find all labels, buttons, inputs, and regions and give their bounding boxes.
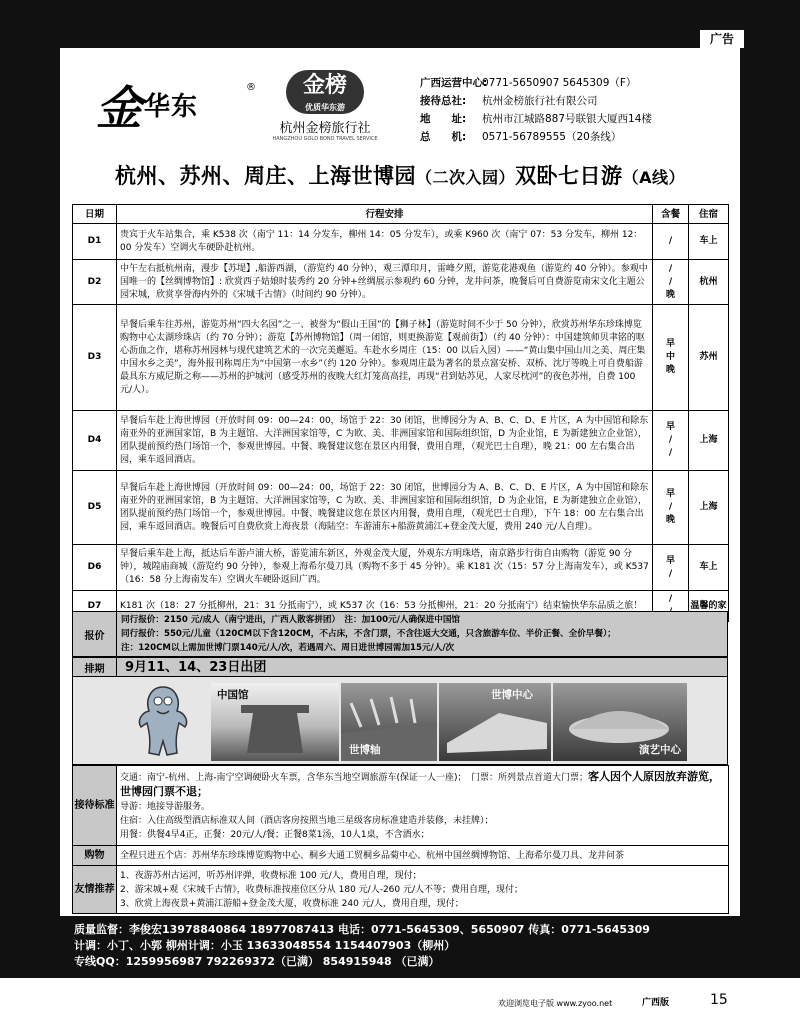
header [60, 48, 740, 156]
plan-cell: 贵宾于火车站集合，乘 K538 次（南宁 11：14 分发车，柳州 14：05 分发车），或乘 K960 次（南宁 07：53 分发车，柳州 12：00 分发车）空调火车硬卧赴杭州。 [117, 224, 653, 260]
tip-line: 2、游宋城+观《宋城千古情》，收费标准按座位区分从 180 元/人-260 元/人不等；费用自理，现付； [120, 884, 524, 895]
photo-performance-center [553, 683, 687, 761]
footer-line: 质量监督：李俊宏13978840864 18977087413 电话：0771-5645309、5650907 传真：0771-5645309 [74, 923, 650, 936]
contact-value: 0571-56789555（20条线） [482, 131, 622, 143]
jinbang-name: 杭州金榜旅行社 [279, 121, 371, 136]
website-url: 欢迎浏览电子版 www.zyoo.net [498, 999, 613, 1008]
meal-cell: 早 中 晚 [653, 305, 689, 411]
day-cell: D3 [73, 305, 117, 411]
shopping-label: 购物 [73, 846, 117, 866]
plan-cell: K181 次（18：27 分抵柳州，21：31 分抵南宁），或 K537 次（16：53 分抵柳州，21：20 分抵南宁）结束愉快华东品质之旅！ [117, 591, 653, 622]
haibao-mascot-icon [131, 683, 195, 763]
tour-title-main: 杭州、苏州、周庄、上海世博园 [115, 164, 417, 188]
photo-expo-axis [341, 683, 437, 761]
plan-cell: 中午左右抵杭州南，漫步【苏堤】,船游西湖，（游览约 40 分钟），观三潭印月，雷峰夕照，游览花港观鱼（游览约 40 分钟）。参观中国唯一的【丝绸博物馆】: 欣赏西子姑娘时装秀约 20 分钟+丝绸展示参观约 60 分钟，龙井问茶，晚餐后可自费游览南宋文化主题公园宋城，欣赏享誉海内外的《宋城千古情》（时间约 90 分钟）。 [117, 260, 653, 305]
stay-cell: 温馨的家 [689, 591, 729, 622]
jinbang-seal [286, 70, 364, 114]
stay-cell: 杭州 [689, 260, 729, 305]
page-bottom [0, 978, 800, 1022]
stay-cell: 上海 [689, 411, 729, 471]
price-lines [121, 613, 616, 655]
registered-mark: ® [246, 82, 256, 93]
tour-title [60, 156, 740, 196]
footer-line: 专线QQ：1259956987 792269372（已满） 854915948 （已满） [74, 955, 440, 968]
header-day: 日期 [73, 205, 117, 224]
table-row [73, 471, 729, 545]
stay-cell: 苏州 [689, 305, 729, 411]
header-plan: 行程安排 [117, 205, 653, 224]
contact-value: 杭州金榜旅行社有限公司 [482, 95, 598, 107]
contact-label: 广西运营中心: [420, 77, 488, 89]
day-cell: D1 [73, 224, 117, 260]
plan-cell: 早餐后乘车赴上海，抵达后车游卢浦大桥，游览浦东新区，外观金茂大厦，外观东方明珠塔，南京路步行街自由购物（游览 90 分钟），城隍庙商城（游览约 90 分钟），参观上海希尔曼刀具（购物不多于 45 分钟）。乘 K181 次（15：57 分上海南发车），或 K537（16：58 分上海南发车）空调火车硬卧返回广西。 [117, 545, 653, 591]
jinhuadong-logo-text: 华东 [144, 92, 199, 122]
day-cell: D5 [73, 471, 117, 545]
photo-expo-center [439, 683, 551, 761]
table-row [73, 260, 729, 305]
standard-content [117, 766, 729, 846]
day-cell: D6 [73, 545, 117, 591]
meal-cell: / [653, 591, 689, 622]
day-cell: D4 [73, 411, 117, 471]
photo-caption: 中国馆 [217, 689, 249, 701]
table-row [73, 305, 729, 411]
jinbang-english-name: HANGZHOU GOLD BOND TRAVEL SERVICE [272, 136, 378, 142]
ad-label: 广告 [700, 30, 744, 48]
stay-cell: 车上 [689, 545, 729, 591]
contact-label: 总 机: [420, 131, 467, 143]
meal-cell: 早 / / [653, 411, 689, 471]
standard-text: 交通：南宁-杭州、上海-南宁空调硬卧火车票，含华东当地空调旅游车(保证一人一座)； 门票：所列景点首道大门票； [120, 772, 589, 783]
meal-cell: 早 / [653, 545, 689, 591]
table-row [73, 545, 729, 591]
itinerary-table [72, 204, 729, 622]
schedule-label: 排期 [73, 658, 117, 676]
day-cell: D2 [73, 260, 117, 305]
standard-label: 接待标准 [73, 766, 117, 846]
photo-caption: 演艺中心 [639, 744, 681, 756]
tour-title-mid: 双卧七日游 [515, 164, 623, 188]
table-row [73, 766, 729, 846]
standard-bold: 客人因个人原因放弃游览，世博园门票不退； [120, 769, 721, 798]
meal-cell: 早 / 晚 [653, 471, 689, 545]
jinhuadong-logo [96, 72, 266, 136]
contact-label: 地 址: [420, 113, 467, 125]
notes-table [72, 765, 729, 914]
contact-info [420, 74, 652, 146]
photo-china-pavilion [211, 683, 339, 761]
header-stay: 住宿 [689, 205, 729, 224]
price-line: 注：120CM以上需加世博门票140元/人/次，若遇周六、周日进世博园需加15元/人/次 [121, 643, 455, 653]
tour-title-paren2: （A线） [622, 168, 685, 187]
tips-label: 友情推荐 [73, 866, 117, 914]
plan-cell: 早餐后车赴上海世博园（开放时间 09：00—24：00，场馆于 22：30 闭馆，世博园分为 A、B、C、D、E 片区，A 为中国馆和除东南亚外的亚洲国家馆，B 为主题馆、大洋洲国家馆等，C 为欧、美、非洲国家馆和国际组织馆，D 为企业馆，E 为新建独立企业馆），团队提前预约热门场馆一个，参观世博园。中餐、晚餐建议您在景区内用餐，费用自理，（观光巴士自理），下午 18：00 左右集合出园，乘车返回酒店。晚餐后可自费欣赏上海夜景（海陆空：车游浦东+船游黄浦江+登金茂大厦，费用 240 元/人自理）。 [117, 471, 653, 545]
day-cell: D7 [73, 591, 117, 622]
plan-cell: 早餐后乘车往苏州，游览苏州“四大名园”之一、被誉为“假山王国”的【狮子林】（游览时间不少于 50 分钟），欣赏苏州华东珍珠博览购物中心太湖珍珠店（约 70 分钟）；游览【苏州博物馆】（周一闭馆，则更换游览【观前街】）（约 40 分钟）：中国建筑师贝聿铭的呕心沥血之作，堪称苏州园林与现代建筑艺术的一次完美邂逅。车赴水乡周庄（15：00 以后入园）——“黄山集中国山川之美、周庄集中国水乡之美”，海外报刊称周庄为“中国第一水乡”（约 120 分钟）。参观周庄最为著名的景点富安桥、双桥、沈厅等晚上可自费船游最具东方威尼斯之称——苏州的护城河（感受苏州的夜晚大红灯笼高高挂，再现“君到姑苏见，人家尽枕河”的夜色苏州，自费 100 元/人）。 [117, 305, 653, 411]
footer-contacts [60, 916, 740, 978]
meal-cell: / / 晚 [653, 260, 689, 305]
stay-cell: 车上 [689, 224, 729, 260]
ad-sheet [60, 48, 740, 916]
meal-cell: / [653, 224, 689, 260]
photo-caption: 世博中心 [491, 689, 533, 701]
contact-row [420, 110, 652, 128]
jinhuadong-logo-mark: 金 [96, 81, 142, 135]
schedule-dates: 9月11、14、23日出团 [125, 660, 267, 675]
plan-cell: 早餐后车赴上海世博园（开放时间 09：00—24：00，场馆于 22：30 闭馆，世博园分为 A、B、C、D、E 片区，A 为中国馆和除东南亚外的亚洲国家馆，B 为主题馆、大洋洲国家馆等，C 为欧、美、非洲国家馆和国际组织馆，D 为企业馆，E 为新建独立企业馆），团队提前预约热门场馆一个，参观世博园。中餐、晚餐建议您在景区内用餐，费用自理，（观光巴士自理），晚 21：00 左右集合出园，乘车返回酒店。 [117, 411, 653, 471]
header-meal: 含餐 [653, 205, 689, 224]
table-row [73, 224, 729, 260]
shopping-content: 全程只进五个店：苏州华东珍珠博览购物中心、桐乡大通工贸桐乡品菊中心、杭州中国丝绸博物馆、上海希尔曼刀具、龙井问茶 [117, 846, 729, 866]
price-line: 同行报价：550元/儿童（120CM以下含120CM，不占床，不含门票，不含往返大交通，只含旅游车位、半价正餐、全价早餐）； [121, 629, 616, 639]
standard-line: 导游：地接导游服务。 [120, 801, 211, 812]
tip-line: 3、欣赏上海夜景+黄浦江游船+登金茂大厦，收费标准 240 元/人，费用自理，现付； [120, 898, 464, 909]
tip-line: 1、夜游苏州古运河，听苏州评弹，收费标准 100 元/人，费用自理，现付； [120, 870, 422, 881]
contact-row [420, 92, 652, 110]
jinbang-seal-text: 金榜 [302, 73, 347, 98]
contact-label: 接待总社: [420, 95, 467, 107]
jinbang-seal-tag: 优质华东游 [305, 103, 345, 112]
price-line: 同行报价：2150 元/成人（南宁进出，广西人散客拼团） 注：加100元/人确保进中国馆 [121, 615, 461, 625]
stay-cell: 上海 [689, 471, 729, 545]
footer-line: 计调：小丁、小郭 柳州计调：小玉 13633048554 1154407903（柳州） [74, 939, 456, 952]
edition-brand: 广西版 [642, 998, 670, 1008]
tour-title-paren1: （二次入园） [416, 168, 516, 187]
table-row [73, 866, 729, 914]
page-number: 15 [710, 992, 728, 1008]
standard-line [120, 770, 725, 800]
price-label: 报价 [73, 612, 117, 656]
contact-row [420, 128, 652, 146]
price-section [72, 611, 728, 657]
photo-caption: 世博轴 [349, 744, 381, 756]
photo-strip [72, 677, 728, 765]
contact-value: 0771-5650907 5645309（F） [482, 77, 637, 89]
contact-value: 杭州市江城路887号联银大厦西14楼 [482, 113, 652, 125]
table-row [73, 846, 729, 866]
jinbang-logo [255, 70, 395, 146]
table-header-row [73, 205, 729, 224]
schedule-section [72, 657, 728, 677]
standard-line: 住宿：入住高级型酒店标准双人间（酒店客房按照当地三星级客房标准建造并装修，未挂牌）； [120, 815, 494, 826]
contact-row [420, 74, 652, 92]
standard-line: 用餐：供餐4早4正，正餐：20元/人/餐；正餐8菜1汤，10人1桌，不含酒水； [120, 829, 430, 840]
tips-content [117, 866, 729, 914]
table-row [73, 411, 729, 471]
